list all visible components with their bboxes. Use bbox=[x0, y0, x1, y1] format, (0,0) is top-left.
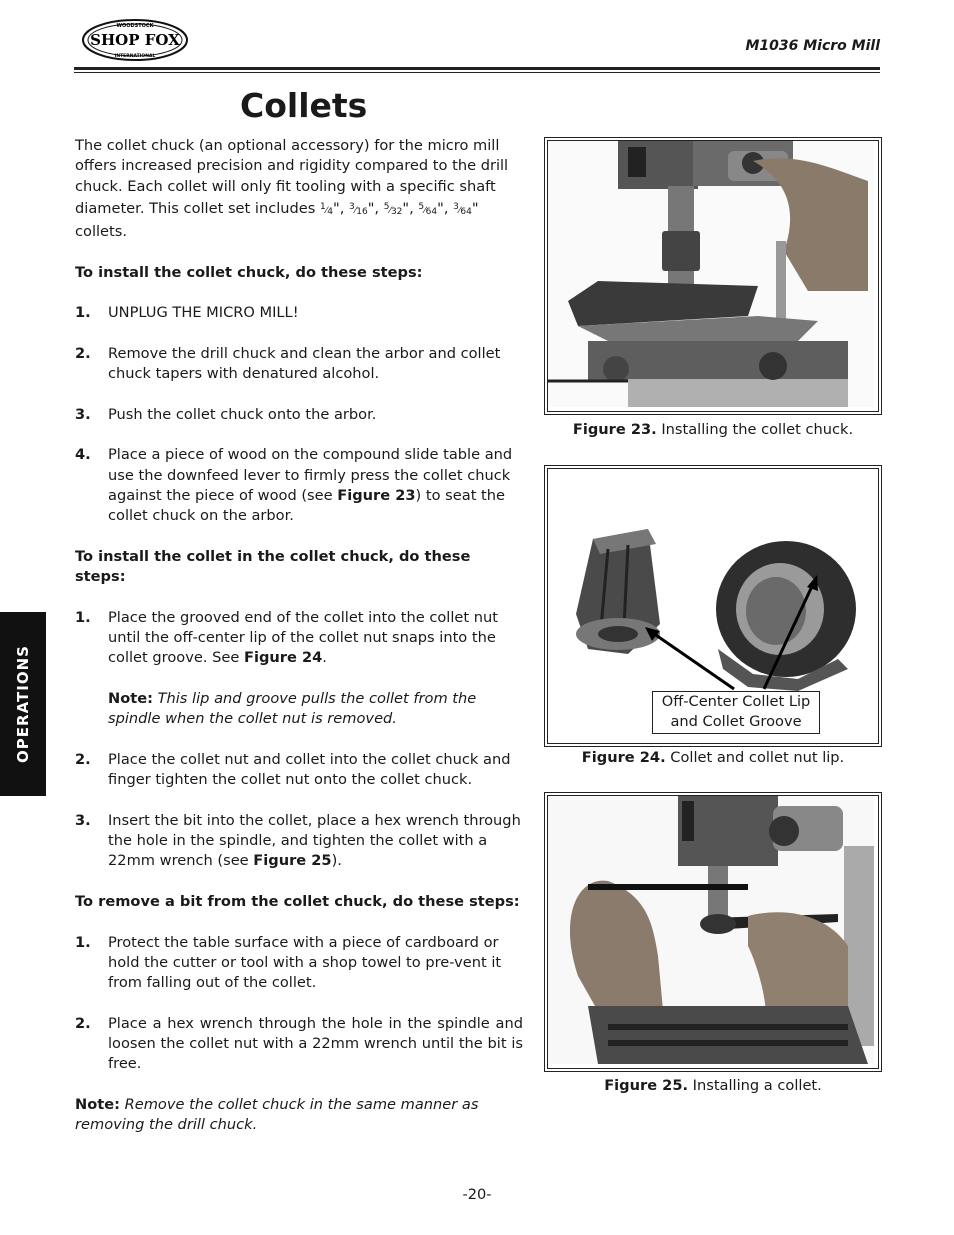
figure-24-photo bbox=[547, 468, 879, 744]
figure-23 bbox=[544, 137, 882, 415]
list-item: 4. Place a piece of wood on the compound slide table and use the downfeed lever to firmly press the collet chuck against the piece of wood (see Figure 23) to seat the collet chuck on the arbor. bbox=[75, 446, 513, 525]
section-heading: To remove a bit from the collet chuck, do these steps: bbox=[75, 892, 520, 910]
figure-25-photo bbox=[547, 795, 879, 1069]
list-item: 1. UNPLUG THE MICRO MILL! bbox=[75, 304, 299, 322]
list-item: 1. Place the grooved end of the collet into the collet nut until the off-center lip of the collet nut snaps into the collet groove. See Figure 24. bbox=[75, 608, 498, 667]
section-heading: To install the collet in the collet chuck, do these steps: bbox=[75, 547, 471, 586]
side-tab bbox=[0, 612, 46, 796]
collet-nut-image bbox=[716, 541, 856, 691]
figure-24-callout bbox=[652, 691, 820, 734]
list-item: 3. Push the collet chuck onto the arbor. bbox=[75, 405, 377, 423]
logo-text: SHOP FOX bbox=[90, 31, 180, 49]
page-title: Collets bbox=[240, 86, 368, 125]
shop-fox-logo bbox=[81, 18, 189, 62]
section-heading: To install the collet chuck, do these steps: bbox=[75, 263, 423, 281]
logo-bottom-text: INTERNATIONAL bbox=[114, 54, 156, 59]
page-number: -20- bbox=[462, 1186, 492, 1203]
list-item: 2. Place the collet nut and collet into the collet chuck and finger tighten the collet nut onto the collet chuck. bbox=[75, 750, 511, 789]
list-item: 2. Remove the drill chuck and clean the arbor and collet chuck tapers with denatured alcohol. bbox=[75, 344, 501, 383]
note: Note: This lip and groove pulls the collet from the spindle when the collet nut is removed. bbox=[108, 690, 477, 728]
list-item: 1. Protect the table surface with a piece of cardboard or hold the cutter or tool with a shop towel to pre-vent it from falling out of the collet. bbox=[75, 933, 502, 992]
figure-23-caption: Figure 23. Installing the collet chuck. bbox=[572, 421, 854, 438]
header-rule bbox=[74, 67, 880, 70]
logo-top-text: WOODSTOCK bbox=[116, 23, 154, 29]
model-name: M1036 Micro Mill bbox=[745, 38, 880, 54]
figure-24 bbox=[544, 465, 882, 747]
callout-line-2: and Collet Groove bbox=[670, 713, 802, 730]
figure-23-photo bbox=[547, 140, 879, 412]
figure-25-caption: Figure 25. Installing a collet. bbox=[604, 1077, 822, 1094]
list-item: 3. Insert the bit into the collet, place a hex wrench through the hole in the spindle, and tighten the collet with a 22mm wrench (see Figure 25). bbox=[75, 811, 521, 870]
main-text-column bbox=[75, 136, 523, 1156]
header-rule-thin bbox=[74, 72, 880, 73]
list-item: 2. Place a hex wrench through the hole in the spindle and loosen the collet nut with a 22mm wrench until the bit is free. bbox=[75, 1014, 523, 1073]
figure-24-caption: Figure 24. Collet and collet nut lip. bbox=[581, 749, 845, 766]
callout-line-1: Off-Center Collet Lip bbox=[661, 693, 811, 710]
intro-paragraph: The collet chuck (an optional accessory) for the micro mill offers increased precision and rigidity compared to the drill chuck. Each collet will only fit tooling with a specific shaft diameter. This collet set includes $^1⁄_4$", $^3⁄_{16}$", $^5⁄_{32}$", $^5⁄_{64}$", $^3⁄_{64}$" collets. bbox=[75, 137, 509, 241]
figure-25 bbox=[544, 792, 882, 1072]
final-note: Note: Remove the collet chuck in the same manner as removing the drill chuck. bbox=[75, 1095, 479, 1134]
side-tab-label: OPERATIONS bbox=[14, 645, 32, 763]
